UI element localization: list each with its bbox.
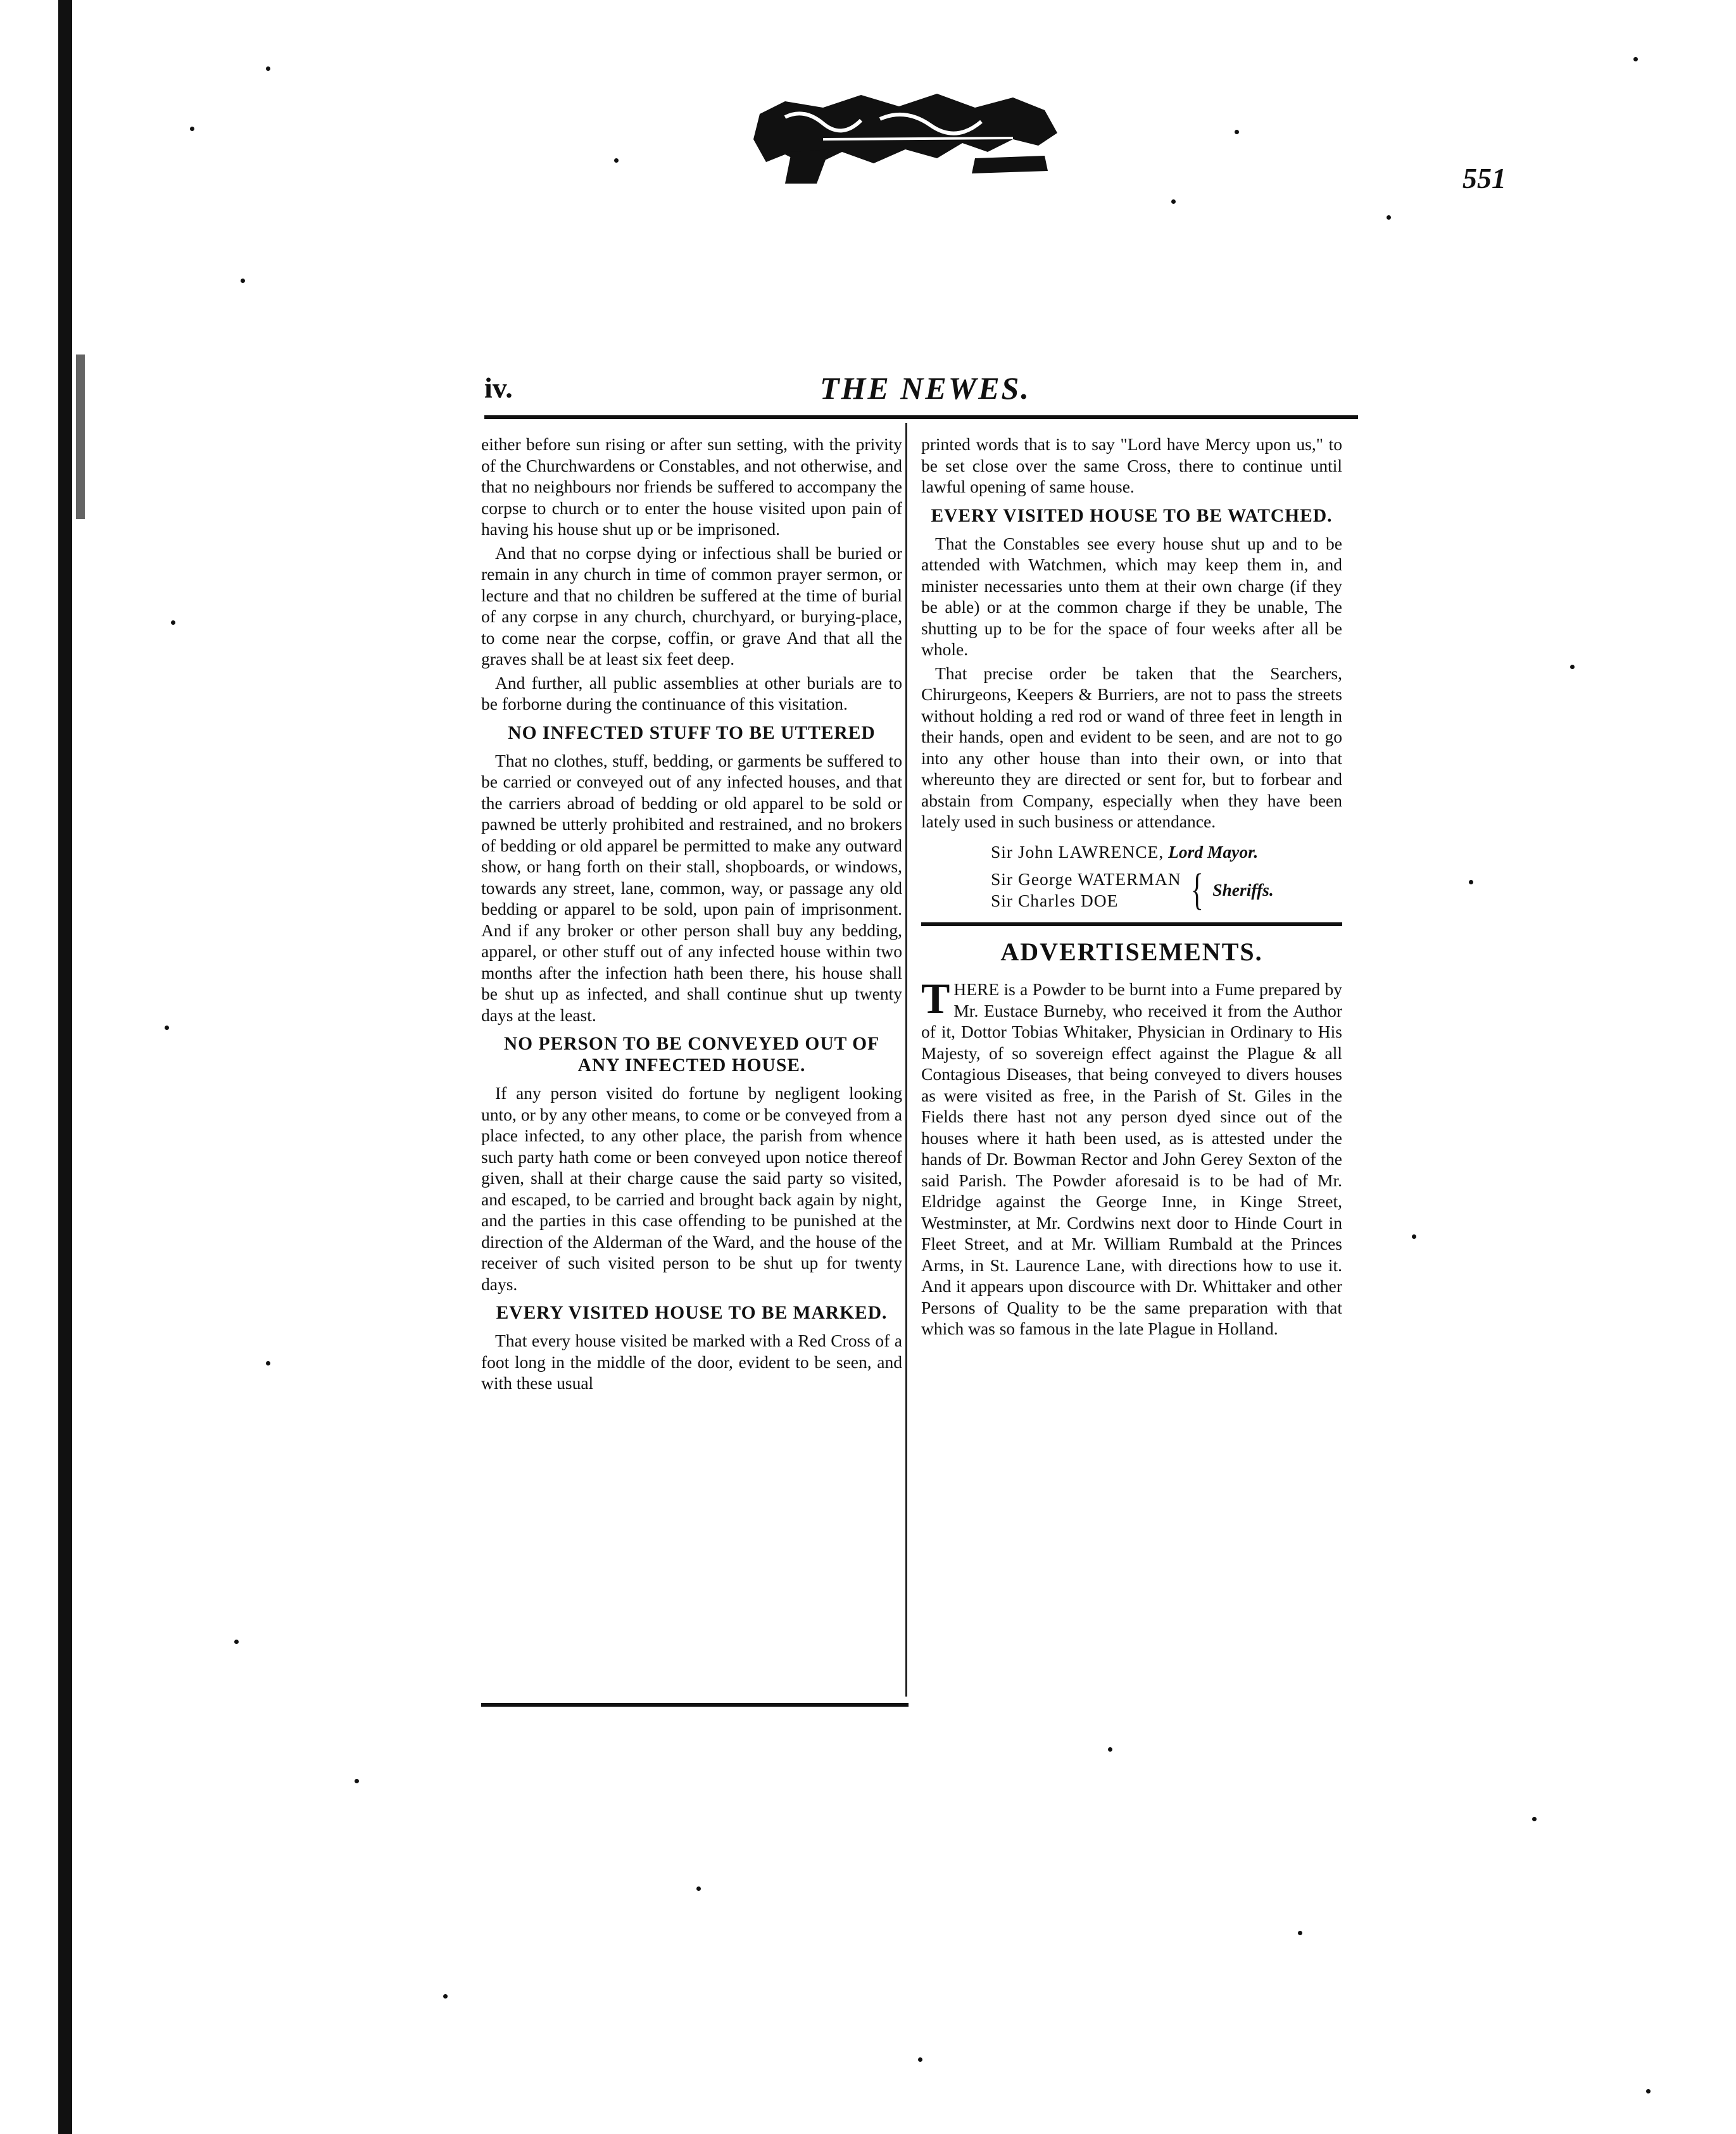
scan-speck (918, 2057, 922, 2062)
scan-speck (355, 1779, 359, 1783)
sheriff-names (991, 869, 1181, 912)
left-column (481, 434, 902, 1397)
paragraph: That precise order be taken that the Searchers, Chirurgeons, Keepers & Burriers, are not to pass the streets without holding a red rod or wand of three feet in length in their hands, open and evident to be seen, and are not to go into any other house than into their own, or into that whereunto they are directed or sent for, but to forbear and abstain from Company, especially when they have been lately used in such business or attendance. (921, 663, 1342, 831)
header-rule (484, 415, 1358, 419)
section-heading: EVERY VISITED HOUSE TO BE WATCHED. (931, 505, 1333, 526)
section-heading: NO INFECTED STUFF TO BE UTTERED (508, 722, 876, 743)
paragraph: printed words that is to say "Lord have Mercy upon us," to be set close over the same Cross, there to continue until lawful opening of same house. (921, 434, 1342, 496)
scan-speck (1412, 1234, 1416, 1239)
section-heading: EVERY VISITED HOUSE TO BE MARKED. (496, 1303, 888, 1323)
advertisements-heading: ADVERTISEMENTS. (1000, 937, 1263, 966)
paragraph: And that no corpse dying or infectious shall be buried or remain in any church in time of common prayer sermon, or lecture and that no children be suffered at the time of burial of any corpse in any church, churchyard, or burying-place, to come near the corpse, coffin, or grave And that all the graves shall be at least six feet deep. (481, 543, 902, 668)
sheriffs-signature (991, 865, 1342, 914)
paragraph: either before sun rising or after sun setting, with the privity of the Churchwardens or Constables, and not otherwise, and that no neighbours nor friends be suffered to accompany the corpse to church or to enter the house visited upon pain of having his house shut up or be imprisoned. (481, 434, 902, 539)
scan-edge-shadow-2 (76, 355, 85, 519)
advertisement-text: HERE is a Powder to be burnt into a Fume prepared by Mr. Eustace Burneby, who received it from the Author of it, Dottor Tobias Whitaker, Physician in Ordinary to His Majesty, of so sovereign effect against the Plague & all Contagious Diseases, that being conveyed to divers houses as were visited as free, in the Parish of St. Giles in the Fields there hast not any person dyed since out of the houses where it hath been used, as is attested under the hands of Dr. Bowman Rector and John Gerey Sexton of the said Parish. The Powder aforesaid is to be had of Mr. Eldridge against the George Inne, in Kinge Street, Westminster, at Mr. Cordwins next door to Hinde Court in Fleet Street, and at Mr. William Rumbald at the Princes Arms, in St. Laurence Lane, with directions how to use it. And it appears upon discource with Dr. Whittaker and other Persons of Quality to be the same preparation with that which was so famous in the late Plague in Holland. (921, 979, 1342, 1338)
scan-speck (1108, 1747, 1112, 1752)
running-header (484, 367, 1358, 411)
brace-icon: { (1190, 865, 1204, 914)
scan-speck (1235, 130, 1239, 134)
scan-speck (241, 279, 245, 283)
scan-speck (1171, 199, 1176, 204)
scan-speck (266, 1361, 270, 1365)
sheriff-name: Sir Charles DOE (991, 890, 1119, 910)
paragraph: If any person visited do fortune by negligent looking unto, or by any other means, to come or be conveyed from a place infected, to any other place, the parish from whence such party hath come or been conveyed upon notice thereof given, shall at their charge cause the said party so visited, and escaped, to be carried and brought back again by night, and the parties in this case offending to be punished at the direction of the Alderman of the Ward, and the house of the receiver of such visited person to be shut up for twenty days. (481, 1083, 902, 1294)
paper-title: THE NEWES. (820, 370, 1031, 406)
drop-cap: T (921, 974, 950, 1022)
scan-speck (1633, 57, 1638, 61)
scan-speck (266, 66, 270, 71)
paragraph: That every house visited be marked with a Red Cross of a foot long in the middle of the door, evident to be seen, and with these usual (481, 1331, 902, 1393)
section-heading: NO PERSON TO BE CONVEYED OUT OF ANY INFECTED HOUSE. (503, 1034, 880, 1076)
section-rule (921, 922, 1342, 926)
column-end-rule (481, 1703, 909, 1707)
scan-speck (1298, 1931, 1302, 1935)
paragraph: And further, all public assemblies at other burials are to be forborne during the continuance of this visitation. (481, 672, 902, 713)
scan-speck (165, 1026, 169, 1030)
sheriffs-label: Sheriffs. (1212, 879, 1274, 900)
scan-speck (171, 620, 175, 625)
scan-speck (1570, 665, 1575, 669)
mayor-signature (991, 841, 1342, 863)
scan-speck (1646, 2089, 1651, 2093)
page-number: 551 (1462, 162, 1506, 194)
sheriff-name: Sir George WATERMAN (991, 869, 1181, 889)
mayor-name: Sir John LAWRENCE, (991, 841, 1164, 862)
scan-speck (234, 1640, 239, 1644)
scan-speck (190, 127, 194, 131)
scan-speck (443, 1994, 448, 1999)
advertisement-paragraph (921, 974, 1342, 1340)
mayor-title: Lord Mayor. (1168, 841, 1259, 862)
scan-speck (1532, 1817, 1537, 1821)
scan-speck (1469, 880, 1473, 884)
masthead-logo (747, 89, 1064, 190)
section-numeral: iv. (484, 372, 513, 404)
right-column (921, 434, 1342, 1342)
paragraph: That the Constables see every house shut up and to be attended with Watchmen, which may keep them in, and minister necessaries unto them at their own charge (if they be able) or at the common charge if they be unable, The shutting up to be for the space of four weeks after all be whole. (921, 533, 1342, 659)
scan-speck (1387, 215, 1391, 220)
column-divider (905, 423, 907, 1697)
scan-edge-shadow (58, 0, 72, 2134)
scan-speck (696, 1886, 701, 1891)
scan-speck (614, 158, 619, 163)
paragraph: That no clothes, stuff, bedding, or garments be suffered to be carried or conveyed out of any infected houses, and that the carriers abroad of bedding or old apparel to be sold or pawned be utterly prohibited and restrained, and no brokers of bedding or old apparel be permitted to make any outward show, or hang forth on their stall, shopboards, or windows, towards any street, lane, common, way, or passage any old bedding or apparel to be sold, upon pain of imprisonment. And if any broker or other person shall buy any bedding, apparel, or other stuff out of any infected house within two months after the infection hath been there, his house shall be shut up as infected, and shall continue shut up twenty days at the least. (481, 750, 902, 1025)
